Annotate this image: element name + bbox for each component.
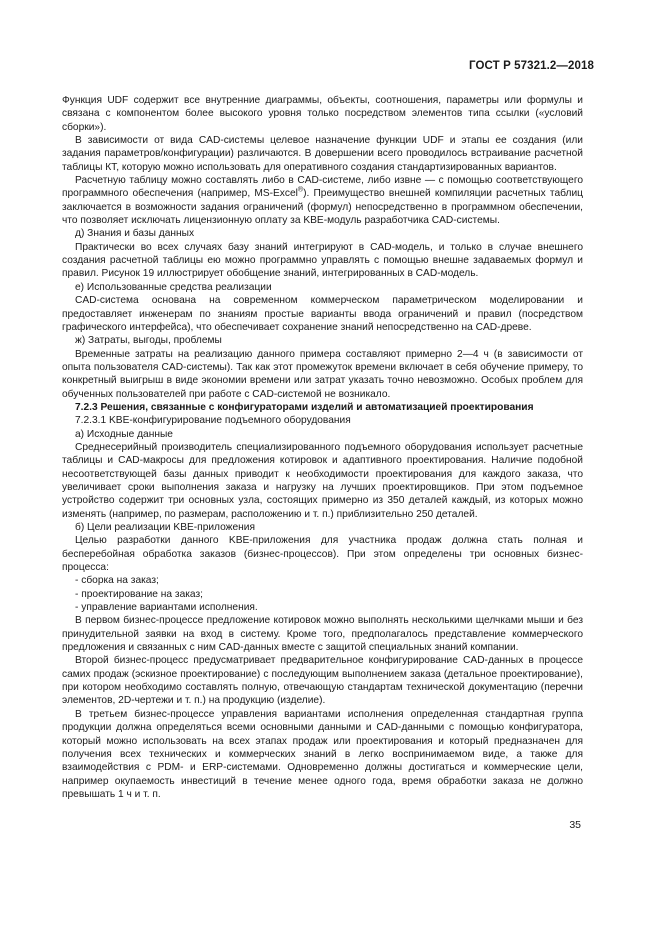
paragraph: В первом бизнес-процессе предложение котировок можно выполнять несколькими щелчками мыши и без принудительной заявки на вход в систему. Кроме того, предполагалось представление коммерческого предложения и связанных с ним CAD-данных вместе с защитой специальных знаний компании. <box>62 615 583 654</box>
list-item: д) Знания и базы данных <box>75 228 195 240</box>
bullet-item: - управление вариантами исполнения. <box>75 602 258 614</box>
page-number: 35 <box>569 819 581 831</box>
paragraph-text: ). Преимущество внешней компиляции расчетных таблиц заключается в возможности задания ограничений (формул) непосредственно в программном обеспечении, что позволяет исключать лицензионную оплату за KBE-модуль разработчика CAD-системы. <box>62 188 583 227</box>
paragraph: CAD-система основана на современном коммерческом параметрическом моделировании и предоставляет инженерам по знаниям простые варианты ввода ограничений и правил (посредством графического интерфейса), что обеспечивает сохранение знаний непосредственно на CAD-древе. <box>62 295 583 333</box>
standard-designation: ГОСТ Р 57321.2—2018 <box>469 60 594 72</box>
paragraph: Функция UDF содержит все внутренние диаграммы, объекты, соотношения, параметры или формулы и связана с компонентом более высокого уровня только посредством элементов типа ссылки («условий сборки»). <box>62 95 583 133</box>
paragraph: Целью разработки данного KBE-приложения для участника продаж должна стать полная и бесперебойная обработка заказов (бизнес-процессов). При этом определены три основных бизнес-процесса: <box>62 535 583 574</box>
list-item: е) Использованные средства реализации <box>75 281 272 293</box>
paragraph: Среднесерийный производитель специализированного подъемного оборудования использует расчетные таблицы и CAD-макросы для предложения котировок и адаптивного проектирования. Наличие подобной несоответствующей базы данных приводит к необходимости проектирования для каждого заказа, что увеличивает сроки выполнения заказа и нагрузку на лучших проектировщиков. При этом подъемное устройство содержит три основных узла, состоящих примерно из 350 деталей каждый, из которых можно изменять (например, по размерам, расположению и т. п.) приблизительно 250 деталей. <box>62 441 583 520</box>
registered-mark: ® <box>297 187 304 195</box>
bullet-item: - проектирование на заказ; <box>75 588 203 600</box>
paragraph: Временные затраты на реализацию данного примера составляют примерно 2—4 ч (в зависимости от опыта пользователя CAD-системы). Так как этот промежуток времени включает в себя обучение примеру, то конкретный выигрыш в виде экономии времени или затрат указать точно невозможно. Особых проблем для обученных пользователей при работе с CAD-системой не возникало. <box>62 348 583 400</box>
list-item: ж) Затраты, выгоды, проблемы <box>75 335 222 347</box>
list-item: б) Цели реализации KBE-приложения <box>75 522 255 533</box>
paragraph: В третьем бизнес-процессе управления вариантами исполнения определенная стандартная группа продукции должна определяться всеми основными данными и CAD-данными с помощью конфигуратора, который можно использовать на всех этапах продаж или проектирования и который предназначен для получения всех технических и коммерческих знаний в легко воспринимаемом виде, а также для взаимодействия с PDM- и ERP-системами. Одновременно должны достигаться и коммерческие цели, например окупаемость инвестиций в течение менее одного года, время обработки заказа не должно превышать 1 ч и т. п. <box>62 708 583 800</box>
paragraph <box>62 174 583 227</box>
subsection-heading: 7.2.3.1 KBE-конфигурирование подъемного оборудования <box>75 415 351 427</box>
document-body <box>62 94 583 801</box>
paragraph: Второй бизнес-процесс предусматривает предварительное конфигурирование CAD-данных в процессе самих продаж (эскизное проектирование) с последующим выполнением заказа (детальное проектирование), при котором необходимо составлять полную, отвечающую стандартам технической документацию (перечни элементов, 2D-чертежи и т. п.) на продукцию (изделие). <box>62 655 583 707</box>
paragraph: Практически во всех случаях базу знаний интегрируют в CAD-модель, и только в случае внешнего создания расчетной таблицы ею можно программно управлять с помощью внешне задаваемых формул и правил. Рисунок 19 иллюстрирует обобщение знаний, интегрированных в CAD-модель. <box>62 241 583 280</box>
list-item: а) Исходные данные <box>75 428 173 440</box>
bullet-item: - сборка на заказ; <box>75 575 159 587</box>
paragraph-text: Расчетную таблицу можно составлять либо в CAD-системе, либо извне — с помощью соответствующего программного обеспечения (например, MS-Excel <box>62 175 583 200</box>
paragraph: В зависимости от вида CAD-системы целевое назначение функции UDF и этапы ее создания (или задания параметров/конфигурации) различаются. В довершении всего проводилось встраивание расчетной таблицы КТ, которую можно использовать для оперативного создания стандартизированных вариантов. <box>62 135 583 173</box>
section-heading: 7.2.3 Решения, связанные с конфигураторами изделий и автоматизацией проектирования <box>75 401 534 413</box>
